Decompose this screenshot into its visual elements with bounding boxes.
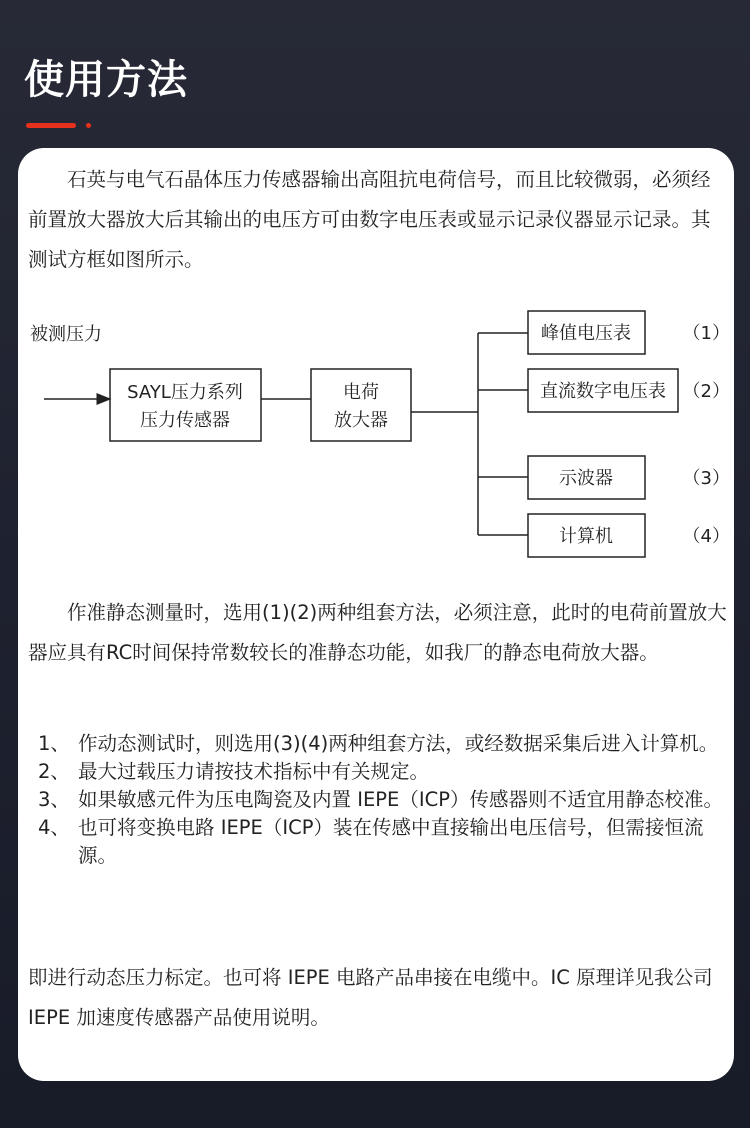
output-index-1: （1） bbox=[682, 323, 730, 344]
note-item-2 bbox=[38, 758, 728, 786]
output-index-3: （3） bbox=[682, 468, 730, 489]
notes-list bbox=[38, 730, 728, 870]
test-block-diagram bbox=[18, 308, 734, 558]
note-number: 3、 bbox=[38, 788, 70, 811]
content-card bbox=[18, 148, 734, 1081]
note-number: 2、 bbox=[38, 760, 70, 783]
note-item-3 bbox=[38, 786, 728, 814]
output-label-4: 计算机 bbox=[559, 526, 613, 547]
note-text: 如果敏感元件为压电陶瓷及内置 IEPE（ICP）传感器则不适宜用静态校准。 bbox=[78, 788, 723, 811]
note-item-4 bbox=[38, 814, 728, 870]
title-accent-dot bbox=[86, 123, 91, 128]
output-index-2: （2） bbox=[682, 381, 730, 402]
closing-paragraph: 即进行动态压力标定。也可将 IEPE 电路产品串接在电缆中。IC 原理详见我公司 IEPE 加速度传感器产品使用说明。 bbox=[28, 966, 713, 1029]
note-item-1 bbox=[38, 730, 728, 758]
output-index-4: （4） bbox=[682, 526, 730, 547]
amplifier-label-line1: 电荷 bbox=[343, 382, 379, 403]
output-label-3: 示波器 bbox=[559, 468, 613, 489]
output-label-1: 峰值电压表 bbox=[541, 323, 631, 344]
note-text: 也可将变换电路 IEPE（ICP）装在传感中直接输出电压信号，但需接恒流源。 bbox=[78, 816, 704, 867]
title-accent-bar bbox=[26, 123, 76, 128]
sensor-label-line2: 压力传感器 bbox=[140, 410, 230, 431]
output-label-2: 直流数字电压表 bbox=[540, 381, 666, 402]
page-title: 使用方法 bbox=[24, 57, 188, 103]
note-text: 作动态测试时，则选用(3)(4)两种组套方法，或经数据采集后进入计算机。 bbox=[78, 732, 719, 755]
intro-paragraph: 石英与电气石晶体压力传感器输出高阻抗电荷信号，而且比较微弱，必须经前置放大器放大后其输出的电压方可由数字电压表或显示记录仪器显示记录。其测试方框如图所示。 bbox=[28, 168, 711, 271]
amplifier-label-line2: 放大器 bbox=[334, 410, 388, 431]
note-text: 最大过载压力请按技术指标中有关规定。 bbox=[78, 760, 430, 783]
static-measurement-paragraph: 作准静态测量时，选用(1)(2)两种组套方法，必须注意，此时的电荷前置放大器应具有RC时间保持常数较长的准静态功能，如我厂的静态电荷放大器。 bbox=[28, 601, 727, 664]
input-label: 被测压力 bbox=[30, 324, 102, 345]
note-number: 1、 bbox=[38, 732, 70, 755]
note-number: 4、 bbox=[38, 816, 70, 839]
sensor-label-line1: SAYL压力系列 bbox=[127, 382, 243, 403]
